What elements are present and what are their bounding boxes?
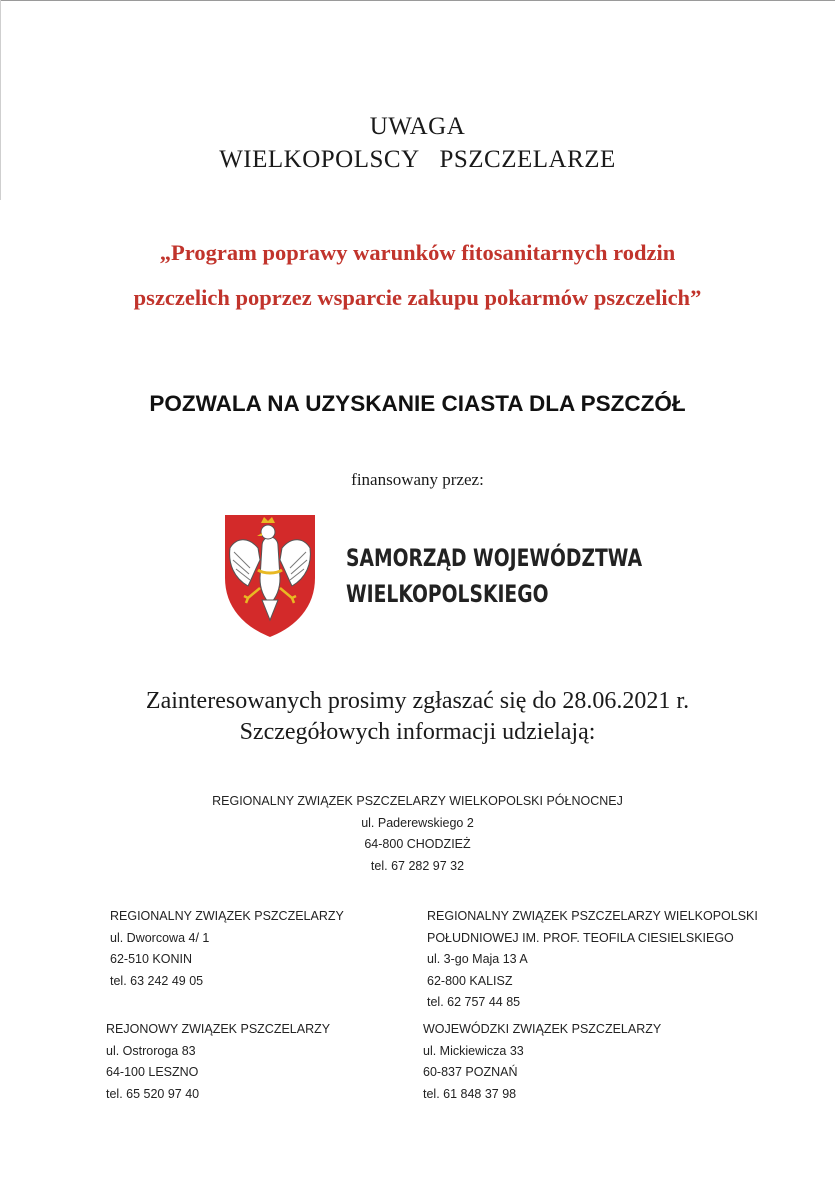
financed-by-label: finansowany przez: (351, 470, 484, 489)
program-title-line-1: „Program poprawy warunków fitosanitarnych rodzin (159, 240, 676, 265)
contact-phone: tel. 63 242 49 05 (110, 973, 204, 988)
program-title-line-2: pszczelich poprzez wsparcie zakupu pokarmów pszczelich” (133, 285, 702, 310)
contact-street: ul. Paderewskiego 2 (361, 815, 474, 830)
contact-block-chodziez (0, 791, 835, 877)
contact-block-leszno (106, 1019, 330, 1105)
contact-city: 62-510 KONIN (110, 952, 192, 966)
contact-block-konin (110, 906, 344, 992)
contact-name-continued: POŁUDNIOWEJ IM. PROF. TEOFILA CIESIELSKIEGO (427, 930, 734, 945)
contact-block-poznan (423, 1019, 661, 1105)
deadline-text: Zainteresowanych prosimy zgłaszać się do 28.06.2021 r. (145, 688, 690, 714)
contact-phone: tel. 67 282 97 32 (370, 858, 465, 873)
logo-text-line-1: SAMORZĄD WOJEWÓDZTWA (346, 544, 643, 572)
contact-phone: tel. 65 520 97 40 (106, 1086, 200, 1101)
contact-city: 64-800 CHODZIEŻ (364, 837, 471, 851)
heading-uwaga: UWAGA (369, 113, 466, 140)
contact-street: ul. 3-go Maja 13 A (427, 952, 528, 966)
contact-city: 62-800 KALISZ (427, 973, 513, 988)
contact-phone: tel. 62 757 44 85 (427, 995, 521, 1009)
contact-name: WOJEWÓDZKI ZWIĄZEK PSZCZELARZY (423, 1022, 662, 1036)
contact-name: REJONOWY ZWIĄZEK PSZCZELARZY (106, 1022, 331, 1036)
contact-street: ul. Ostroroga 83 (106, 1043, 196, 1058)
scan-top-edge (0, 0, 835, 1)
contact-name: REGIONALNY ZWIĄZEK PSZCZELARZY WIELKOPOLSKI (427, 909, 758, 923)
voivodeship-logo-text (346, 540, 642, 612)
heading-beekeepers: WIELKOPOLSCY PSZCZELARZE (219, 146, 616, 173)
contact-name: REGIONALNY ZWIĄZEK PSZCZELARZY WIELKOPOLSKI PÓŁNOCNEJ (212, 794, 623, 808)
details-text: Szczegółowych informacji udzielają: (239, 719, 596, 745)
eagle-coat-of-arms-icon (218, 508, 322, 642)
main-statement: POZWALA NA UZYSKANIE CIASTA DLA PSZCZÓŁ (149, 391, 686, 416)
contact-name: REGIONALNY ZWIĄZEK PSZCZELARZY (110, 909, 344, 923)
contact-street: ul. Dworcowa 4/ 1 (110, 930, 210, 945)
contact-phone: tel. 61 848 37 98 (423, 1086, 517, 1101)
contact-block-kalisz (427, 906, 758, 1014)
contact-street: ul. Mickiewicza 33 (423, 1043, 524, 1058)
contact-city: 60-837 POZNAŃ (423, 1065, 518, 1079)
logo-text-line-2: WIELKOPOLSKIEGO (346, 580, 549, 608)
contact-city: 64-100 LESZNO (106, 1065, 199, 1079)
